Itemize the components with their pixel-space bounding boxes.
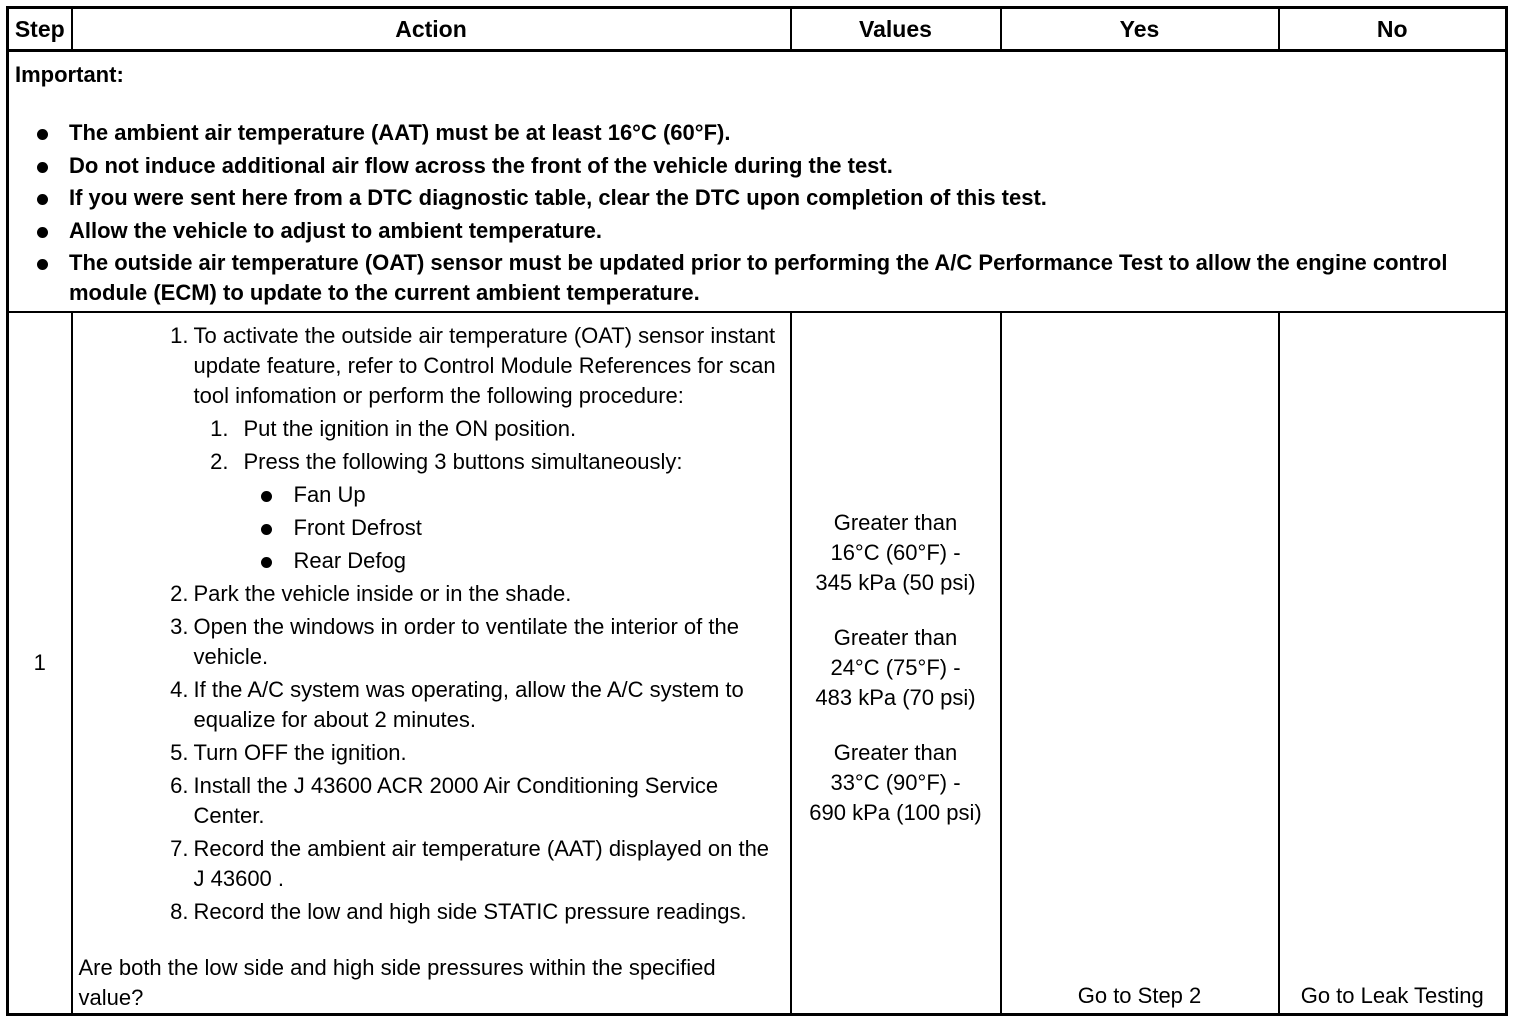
important-cell [8, 51, 1507, 312]
header-values: Values [791, 8, 1001, 51]
important-item: The ambient air temperature (AAT) must be at least 16°C (60°F). [15, 118, 1497, 148]
yes-result: Go to Step 2 [1001, 312, 1279, 1015]
button-list [244, 480, 784, 576]
action-item: 7. Record the ambient air temperature (AAT) displayed on the J 43600 . [170, 835, 770, 891]
substep-item: 2. Press the following 3 buttons simultaneously: Fan Up Front Defrost Rear Defog [194, 447, 784, 576]
important-title: Important: [15, 62, 124, 87]
button-item: Front Defrost [244, 513, 784, 543]
step-row [8, 312, 1507, 1015]
action-item: 6. Install the J 43600 ACR 2000 Air Conditioning Service Center. [170, 772, 719, 828]
header-action: Action [72, 8, 791, 51]
no-result: Go to Leak Testing [1279, 312, 1507, 1015]
header-step: Step [8, 8, 72, 51]
bullet-icon [261, 524, 272, 535]
action-cell [72, 312, 791, 1015]
bullet-icon [37, 194, 48, 205]
bullet-icon [261, 557, 272, 568]
bullet-icon [37, 227, 48, 238]
action-item: 3. Open the windows in order to ventilate the interior of the vehicle. [170, 613, 739, 669]
diagnostic-table [6, 6, 1508, 1016]
action-item: 4. If the A/C system was operating, allow the A/C system to equalize for about 2 minutes. [170, 676, 744, 732]
action-list [144, 321, 784, 927]
action-item: 1. To activate the outside air temperature (OAT) sensor instant update feature, refer to Control Module References for scan tool infomation or perform the following procedure: 1. Put the ignition in the ON position. 2. Press the following 3 buttons simultaneously: Fan Up Front Defrost Rear Defog [79, 321, 784, 576]
important-list [15, 118, 1497, 308]
header-row [8, 8, 1507, 51]
bullet-icon [37, 259, 48, 270]
header-yes: Yes [1001, 8, 1279, 51]
bullet-icon [37, 129, 48, 140]
question-text: Are both the low side and high side pressures within the specified value? [78, 954, 716, 1010]
bullet-icon [261, 491, 272, 502]
header-no: No [1279, 8, 1507, 51]
important-row [8, 51, 1507, 312]
substep-item: 1. Put the ignition in the ON position. [210, 415, 577, 441]
important-item: If you were sent here from a DTC diagnostic table, clear the DTC upon completion of this test. [15, 183, 1497, 213]
step-number: 1 [8, 312, 72, 1015]
button-item: Fan Up [244, 480, 784, 510]
value-block: Greater than 33°C (90°F) - 690 kPa (100 psi) [809, 740, 982, 825]
value-block: Greater than 24°C (75°F) - 483 kPa (70 psi) [815, 625, 976, 710]
substep-list [194, 414, 784, 576]
important-item: Do not induce additional air flow across the front of the vehicle during the test. [15, 151, 1497, 181]
values-cell [791, 312, 1001, 1015]
bullet-icon [37, 162, 48, 173]
important-item: Allow the vehicle to adjust to ambient temperature. [15, 216, 1497, 246]
value-block: Greater than 16°C (60°F) - 345 kPa (50 psi) [815, 510, 976, 595]
action-item: 2. Park the vehicle inside or in the shade. [170, 580, 572, 606]
action-item: 8. Record the low and high side STATIC pressure readings. [170, 898, 747, 924]
important-item: The outside air temperature (OAT) sensor must be updated prior to performing the A/C Performance Test to allow the engine control module (ECM) to update to the current ambient temperature. [15, 248, 1497, 308]
button-item: Rear Defog [244, 546, 784, 576]
action-item: 5. Turn OFF the ignition. [170, 739, 407, 765]
